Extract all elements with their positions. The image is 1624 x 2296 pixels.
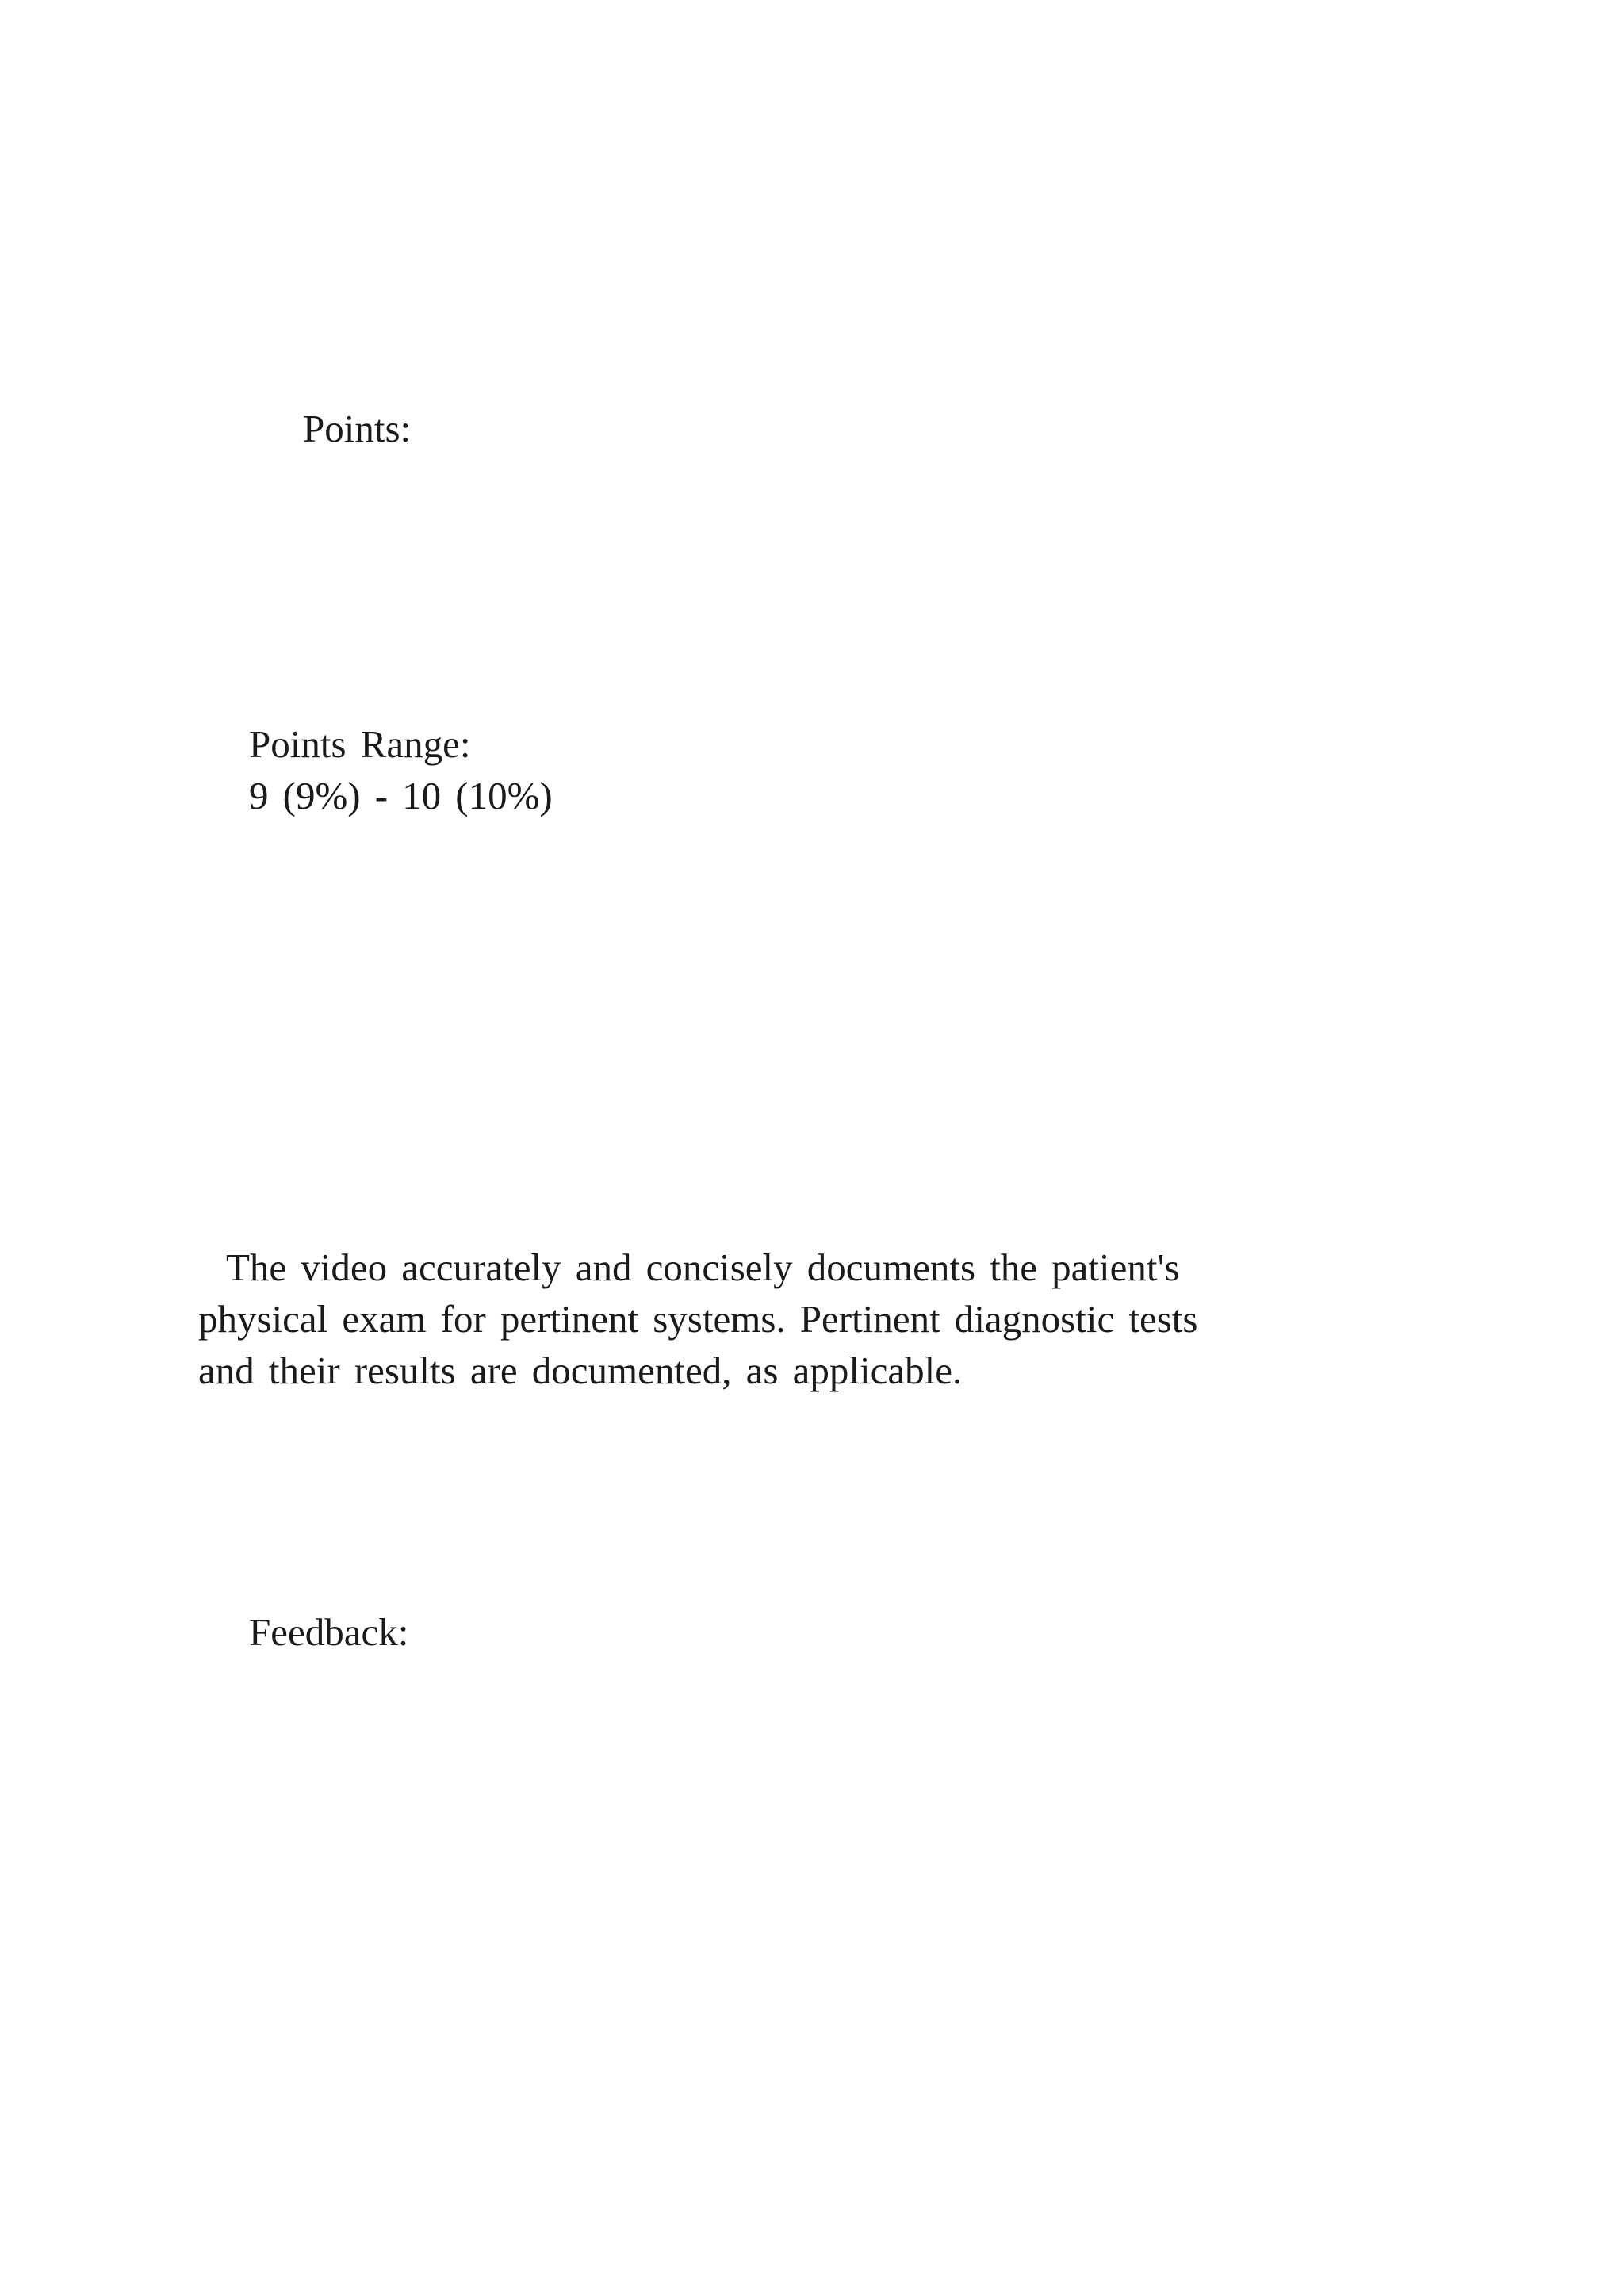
description-line: and their results are documented, as applicable. <box>198 1349 963 1392</box>
description-line: The video accurately and concisely documents the patient's <box>226 1246 1180 1289</box>
points-label: Points: <box>303 407 412 450</box>
criterion-description <box>198 1242 1197 1396</box>
feedback-label: Feedback: <box>249 1610 409 1654</box>
points-range-value: 9 (9%) - 10 (10%) <box>249 774 553 817</box>
points-range <box>249 718 553 821</box>
points-range-label: Points Range: <box>249 722 471 766</box>
description-line: physical exam for pertinent systems. Pertinent diagnostic tests <box>198 1297 1198 1341</box>
